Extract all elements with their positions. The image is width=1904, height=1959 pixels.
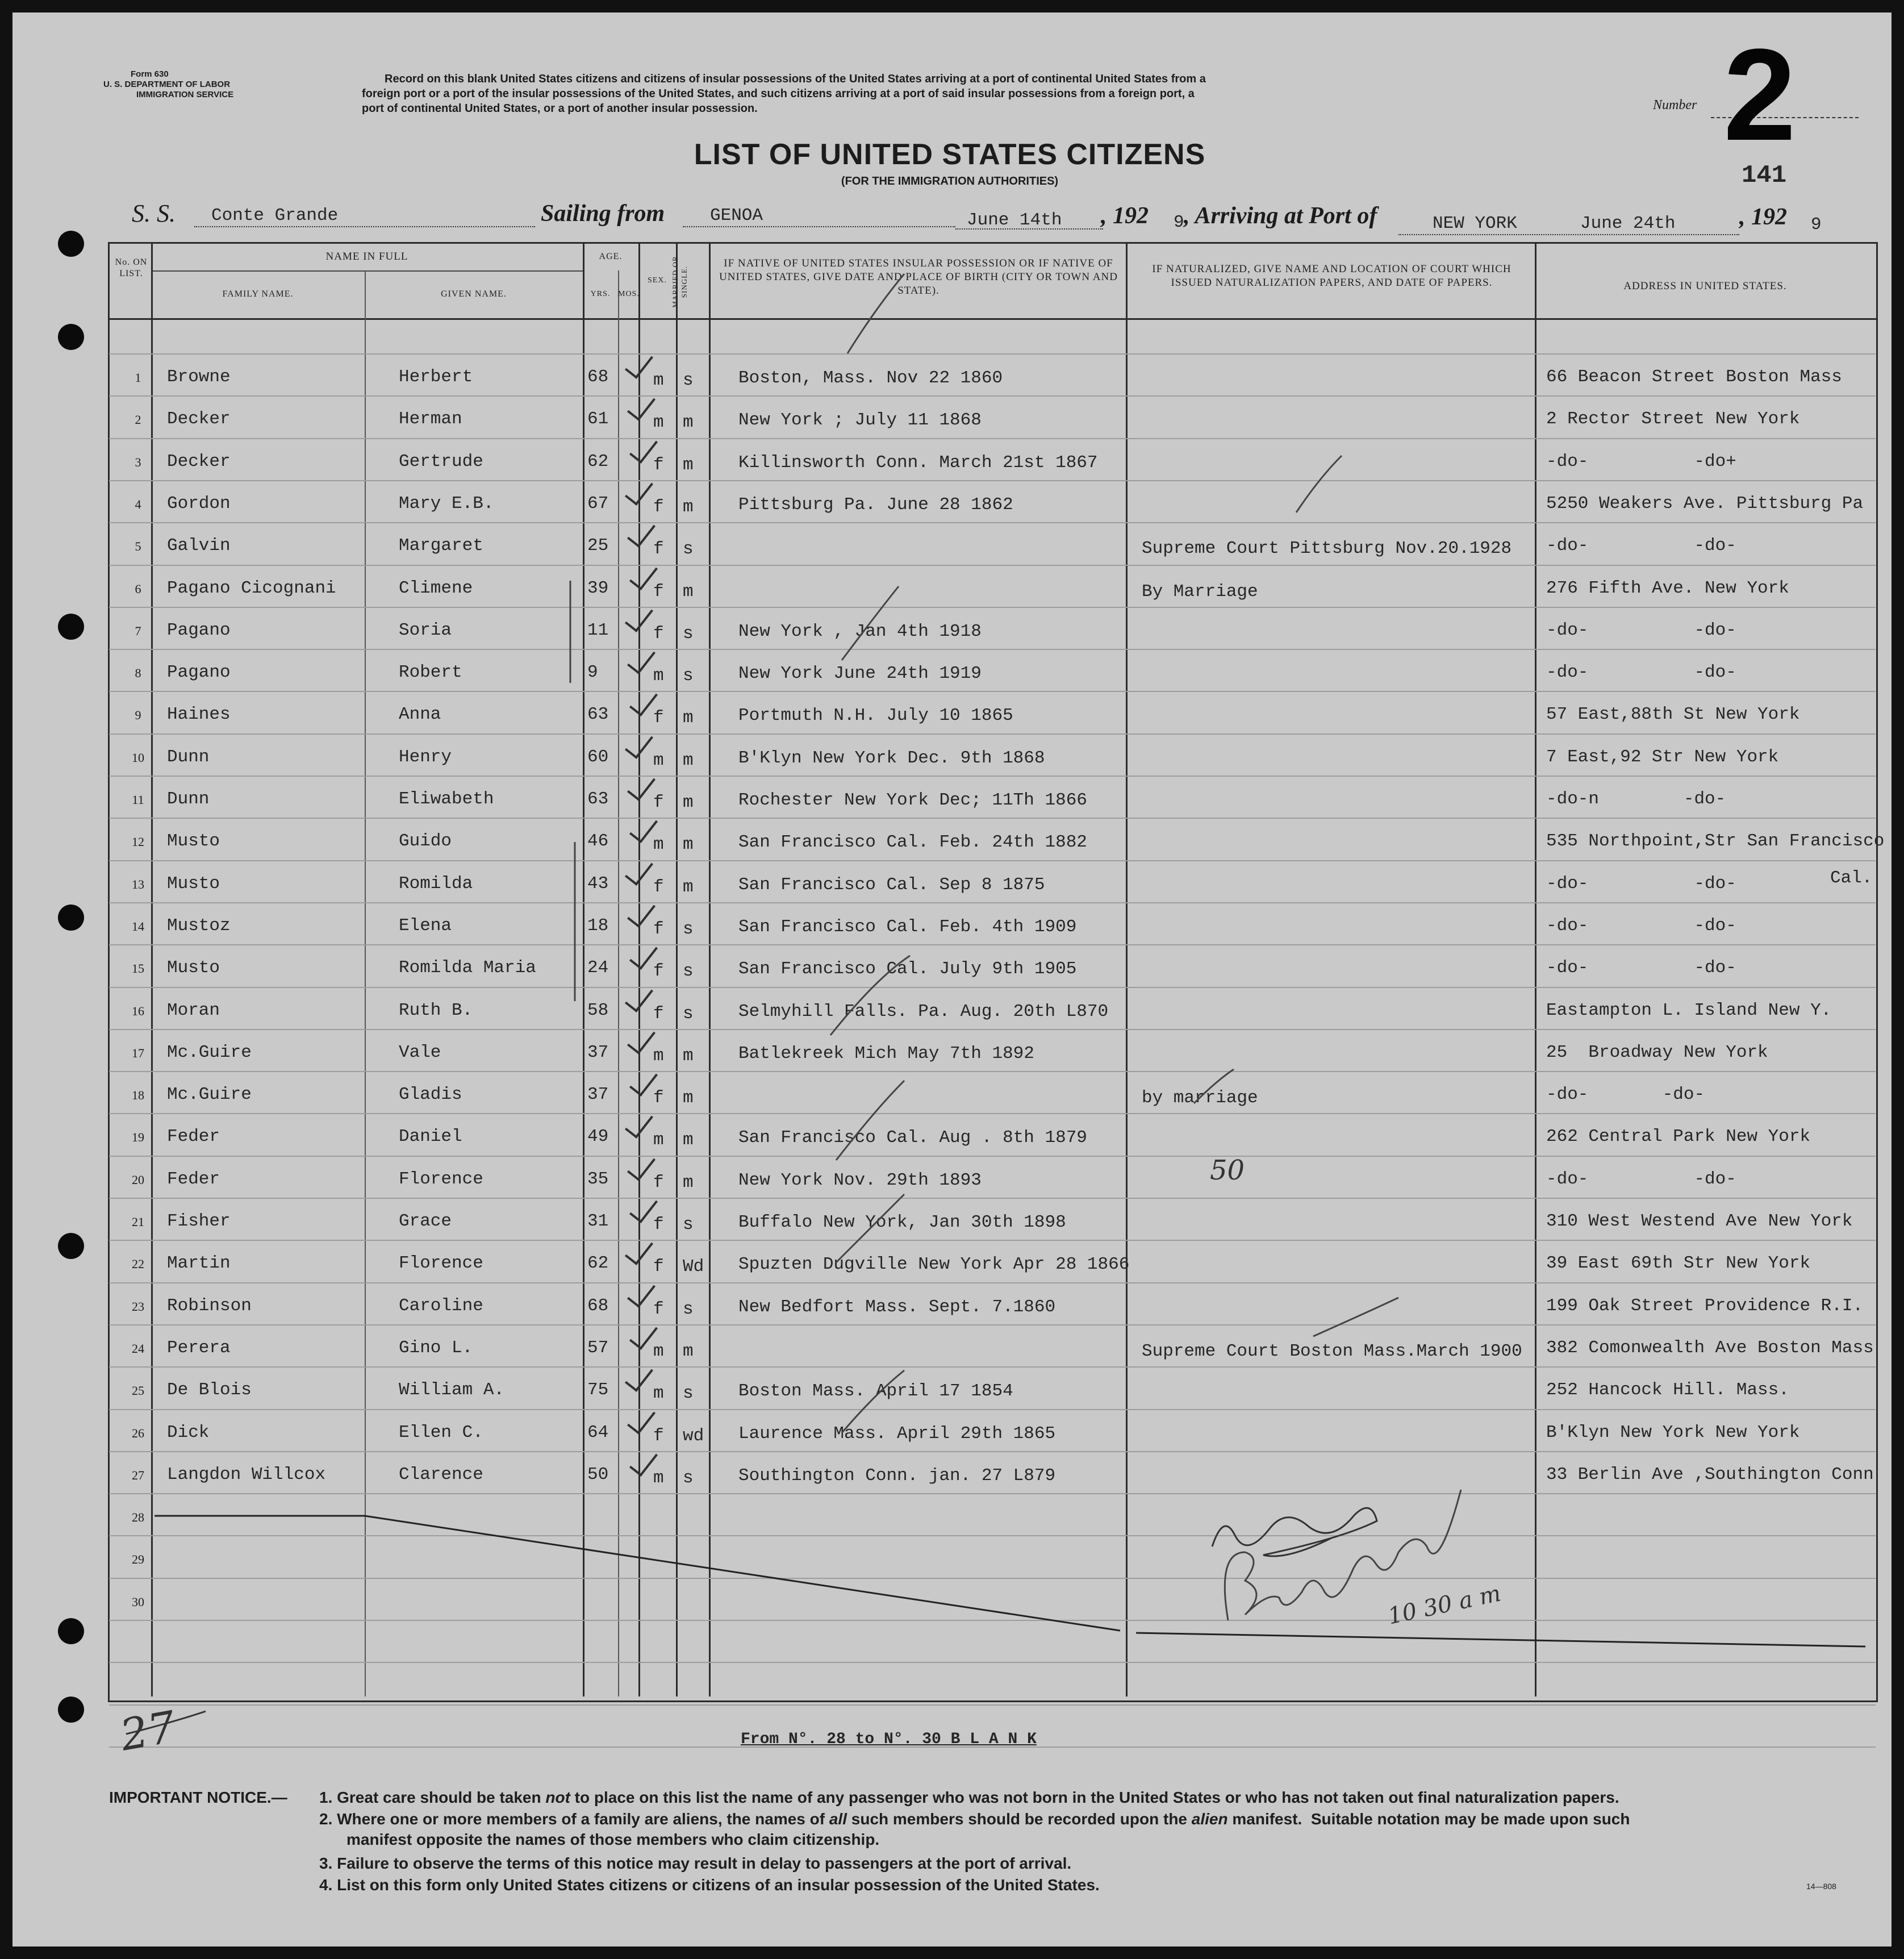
age-years: 61	[587, 409, 609, 430]
row-number: 14	[132, 919, 144, 933]
family-name: Robinson	[167, 1295, 252, 1316]
row-number: 30	[132, 1594, 144, 1609]
row-number: 7	[135, 623, 141, 638]
sex: m	[653, 835, 664, 855]
marital-status: s	[683, 961, 694, 982]
ship-name: Conte Grande	[211, 206, 339, 226]
family-name: Decker	[167, 409, 231, 430]
family-name: Pagano	[167, 662, 231, 683]
given-name: Daniel	[399, 1127, 462, 1147]
age-years: 57	[587, 1337, 609, 1358]
family-name: Browne	[167, 367, 231, 387]
sex: f	[653, 1215, 664, 1235]
birth-place-date: Boston, Mass. Nov 22 1860	[738, 368, 1003, 388]
header-age: AGE.	[599, 252, 623, 261]
age-years: 25	[587, 536, 609, 556]
notice-item-2-cont: manifest opposite the names of those members who claim citizenship.	[346, 1831, 880, 1848]
court-entry-row5: Supreme Court Pittsburg Nov.20.1928	[1142, 539, 1512, 558]
address: -do- -do-	[1546, 915, 1736, 936]
instruction-line: Record on this blank United States citizens and citizens of insular possessions of the United States arriving at a port of continental United States from a	[385, 73, 1206, 85]
marital-status: s	[683, 666, 694, 686]
number-label: Number	[1653, 98, 1697, 112]
age-years: 11	[587, 620, 609, 640]
sex: f	[653, 1257, 664, 1277]
sex: m	[653, 370, 664, 390]
form-number: Form 630	[131, 69, 169, 79]
birth-place-date: Batlekreek Mich May 7th 1892	[738, 1043, 1034, 1064]
age-years: 39	[587, 578, 609, 598]
header-address: ADDRESS IN UNITED STATES.	[1623, 280, 1787, 292]
sex: f	[653, 1299, 664, 1319]
address: -do- -do-	[1546, 662, 1736, 683]
marital-status: Wd	[683, 1257, 704, 1277]
row-number: 17	[132, 1045, 144, 1060]
marital-status: m	[683, 1341, 694, 1361]
notice-item-3: 3. Failure to observe the terms of this notice may result in delay to passengers at the port of arrival.	[319, 1854, 1072, 1872]
row-number: 23	[132, 1299, 144, 1314]
birth-place-date: Pittsburg Pa. June 28 1862	[738, 494, 1013, 515]
address: Eastampton L. Island New Y.	[1546, 1000, 1832, 1020]
sex: f	[653, 1003, 664, 1024]
row-number: 22	[132, 1257, 144, 1272]
arriving-label: , Arriving at Port of	[1184, 203, 1377, 229]
marital-status: s	[683, 1383, 694, 1404]
age-years: 60	[587, 747, 609, 767]
birth-place-date: San Francisco Cal. Feb. 24th 1882	[738, 832, 1087, 853]
address: -do- -do-	[1546, 536, 1736, 556]
age-years: 46	[587, 831, 609, 852]
pencil-tick	[1194, 1069, 1234, 1103]
given-name: Henry	[399, 747, 452, 767]
instruction-line: foreign port or a port of the insular possessions of the United States, and such citizens arriving at a port of said insular possessions from a foreign port, a	[362, 87, 1195, 100]
marital-status: m	[683, 1130, 694, 1151]
sex: f	[653, 919, 664, 939]
address: 5250 Weakers Ave. Pittsburg Pa	[1546, 493, 1864, 514]
sex: m	[653, 1045, 664, 1066]
birth-place-date: San Francisco Cal. July 9th 1905	[738, 959, 1077, 980]
age-years: 31	[587, 1211, 609, 1231]
family-name: De Blois	[167, 1380, 252, 1401]
birth-place-date: Southington Conn. jan. 27 L879	[738, 1465, 1056, 1486]
birth-place-date: New York ; July 11 1868	[738, 410, 982, 431]
marital-status: m	[683, 750, 694, 770]
address: -do-n -do-	[1546, 789, 1726, 809]
pencil-tick	[842, 1370, 904, 1433]
family-name: Haines	[167, 705, 231, 725]
header-mos: MOS.	[618, 290, 640, 298]
sex: m	[653, 412, 664, 433]
birth-place-date: New York , Jan 4th 1918	[738, 621, 982, 641]
marital-status: s	[683, 1468, 694, 1488]
family-name: Musto	[167, 873, 220, 894]
sex: f	[653, 623, 664, 644]
address: 262 Central Park New York	[1546, 1127, 1811, 1147]
family-name: Feder	[167, 1169, 220, 1189]
given-name: Caroline	[399, 1295, 483, 1316]
family-name: Pagano	[167, 620, 231, 640]
header-sex: SEX.	[648, 276, 667, 285]
given-name: Eliwabeth	[399, 789, 494, 809]
row-number: 28	[132, 1510, 144, 1525]
address-continuation: Cal.	[1830, 868, 1873, 888]
sex: m	[653, 1383, 664, 1404]
age-years: 67	[587, 493, 609, 514]
age-years: 37	[587, 1085, 609, 1105]
birth-place-date: San Francisco Cal. Feb. 4th 1909	[738, 916, 1077, 937]
row-number: 3	[135, 455, 141, 469]
age-years: 58	[587, 1000, 609, 1020]
header-birth: IF NATIVE OF UNITED STATES INSULAR POSSESSION OR IF NATIVE OF UNITED STATES, GIVE DATE AND PLACE OF BIRTH (CITY OR TOWN AND STATE).	[719, 257, 1118, 297]
marital-status: s	[683, 1003, 694, 1024]
birth-place-date: Portmuth N.H. July 10 1865	[738, 706, 1013, 726]
address: 7 East,92 Str New York	[1546, 747, 1779, 767]
manifest-sheet	[12, 12, 1892, 1947]
given-name: Florence	[399, 1169, 483, 1189]
handwritten-50: 50	[1210, 1154, 1245, 1186]
row-number: 11	[132, 793, 144, 807]
family-name: Perera	[167, 1337, 231, 1358]
year-prefix-1: , 192	[1101, 203, 1149, 229]
age-years: 18	[587, 915, 609, 936]
age-years: 68	[587, 1295, 609, 1316]
pencil-tick	[1296, 456, 1342, 512]
page-title: LIST OF UNITED STATES CITIZENS	[694, 138, 1206, 171]
marital-status: s	[683, 623, 694, 644]
pencil-tick	[836, 1194, 904, 1262]
birth-place-date: Laurence Mass. April 29th 1865	[738, 1423, 1056, 1444]
age-years: 37	[587, 1042, 609, 1062]
family-name: Gordon	[167, 493, 231, 514]
marital-status: s	[683, 539, 694, 560]
given-name: Margaret	[399, 536, 483, 556]
form-service: IMMIGRATION SERVICE	[136, 90, 234, 99]
given-name: Gino L.	[399, 1337, 473, 1358]
header-no: No. ON LIST.	[115, 257, 148, 278]
handwritten-signature	[1212, 1508, 1377, 1556]
age-years: 64	[587, 1422, 609, 1443]
row-number: 1	[135, 370, 141, 385]
row-number: 9	[135, 708, 141, 723]
row-number: 19	[132, 1130, 144, 1145]
family-name: Dunn	[167, 789, 210, 809]
given-name: William A.	[399, 1380, 505, 1401]
marital-status: m	[683, 455, 694, 475]
header-family-name: FAMILY NAME.	[222, 289, 294, 299]
marital-status: m	[683, 1045, 694, 1066]
sex: m	[653, 1341, 664, 1361]
year-digit-1: 9	[1174, 212, 1184, 232]
handwritten-total: 27	[116, 1701, 179, 1761]
sex: f	[653, 1172, 664, 1193]
row-number: 10	[132, 750, 144, 765]
given-name: Soria	[399, 620, 452, 640]
row-number: 21	[132, 1215, 144, 1229]
birth-place-date: Selmyhill Falls. Pa. Aug. 20th L870	[738, 1001, 1109, 1022]
birth-place-date: San Francisco Cal. Sep 8 1875	[738, 874, 1045, 895]
header-naturalized: IF NATURALIZED, GIVE NAME AND LOCATION OF COURT WHICH ISSUED NATURALIZATION PAPERS, AND DATE OF PAPERS.	[1152, 263, 1511, 289]
age-years: 9	[587, 662, 598, 683]
age-years: 62	[587, 451, 609, 472]
given-name: Anna	[399, 705, 441, 725]
sex: f	[653, 961, 664, 982]
birth-place-date: B'Klyn New York Dec. 9th 1868	[738, 748, 1045, 768]
marital-status: m	[683, 835, 694, 855]
marital-status: m	[683, 412, 694, 433]
given-name: Robert	[399, 662, 462, 683]
departure-date: June 14th	[967, 210, 1062, 230]
marital-status: m	[683, 1172, 694, 1193]
sex: f	[653, 1426, 664, 1446]
age-years: 63	[587, 705, 609, 725]
address: 39 East 69th Str New York	[1546, 1253, 1811, 1274]
age-years: 50	[587, 1464, 609, 1485]
sex: m	[653, 750, 664, 770]
marital-status: m	[683, 1088, 694, 1108]
page-stamp: 141	[1742, 161, 1787, 190]
pencil-tick	[830, 956, 910, 1035]
sex: f	[653, 708, 664, 728]
given-name: Climene	[399, 578, 473, 598]
address: -do- -do-	[1546, 620, 1736, 640]
family-name: Mc.Guire	[167, 1085, 252, 1105]
family-name: Feder	[167, 1127, 220, 1147]
page-subtitle: (FOR THE IMMIGRATION AUTHORITIES)	[841, 175, 1059, 187]
row-number: 13	[132, 877, 144, 891]
row-number: 5	[135, 539, 141, 554]
address: 25 Broadway New York	[1546, 1042, 1768, 1062]
given-name: Gladis	[399, 1085, 462, 1105]
to-port: NEW YORK	[1433, 214, 1517, 234]
address: 252 Hancock Hill. Mass.	[1546, 1380, 1789, 1401]
age-years: 35	[587, 1169, 609, 1189]
instruction-line: port of continental United States, or a port of another insular possession.	[362, 102, 758, 115]
marital-status: s	[683, 1299, 694, 1319]
naturalization-court: Supreme Court Boston Mass.March 1900	[1142, 1341, 1522, 1361]
given-name: Mary E.B.	[399, 493, 494, 514]
end-lines	[12, 12, 1892, 1947]
given-name: Florence	[399, 1253, 483, 1274]
family-name: Musto	[167, 958, 220, 978]
row-number: 24	[132, 1341, 144, 1356]
year-digit-2: 9	[1811, 215, 1822, 235]
family-name: Langdon Willcox	[167, 1464, 326, 1485]
row-number: 20	[132, 1172, 144, 1187]
number-value: 2	[1723, 22, 1796, 168]
end-strike-line	[155, 1516, 1120, 1631]
given-name: Herbert	[399, 367, 473, 387]
address: 199 Oak Street Providence R.I.	[1546, 1295, 1864, 1316]
birth-place-date: New York June 24th 1919	[738, 664, 982, 684]
address: -do- -do-	[1546, 1085, 1705, 1105]
birth-place-date: Buffalo New York, Jan 30th 1898	[738, 1212, 1066, 1232]
sex: f	[653, 539, 664, 560]
sex: f	[653, 455, 664, 475]
birth-place-date: New York Nov. 29th 1893	[738, 1170, 982, 1190]
row-number: 2	[135, 412, 141, 427]
address: 276 Fifth Ave. New York	[1546, 578, 1789, 598]
birth-place-date: Spuzten Dugville New York Apr 28 1866	[738, 1254, 1130, 1275]
row-number: 18	[132, 1088, 144, 1103]
family-name: Fisher	[167, 1211, 231, 1231]
age-years: 75	[587, 1380, 609, 1401]
from-port: GENOA	[710, 206, 763, 226]
family-name: Musto	[167, 831, 220, 852]
sex: f	[653, 497, 664, 517]
address: -do- -do-	[1546, 873, 1736, 894]
notice-item-4: 4. List on this form only United States citizens or citizens of an insular possession of the United States.	[319, 1876, 1100, 1894]
row-number: 15	[132, 961, 144, 976]
birth-place-date: San Francisco Cal. Aug . 8th 1879	[738, 1128, 1087, 1148]
age-years: 49	[587, 1127, 609, 1147]
birth-place-date: Boston Mass. April 17 1854	[738, 1381, 1013, 1402]
header-yrs: YRS.	[590, 290, 611, 298]
naturalization-court: by marriage	[1142, 1088, 1258, 1108]
family-name: Dunn	[167, 747, 210, 767]
notice-item-1: 1. Great care should be taken not to place on this list the name of any passenger who was not born in the United States or who has not taken out final naturalization papers.	[319, 1789, 1619, 1806]
header-name-in-full: NAME IN FULL	[325, 251, 408, 262]
given-name: Ellen C.	[399, 1422, 483, 1443]
row-number: 29	[132, 1552, 144, 1567]
marital-status: m	[683, 497, 694, 517]
marital-status: wd	[683, 1426, 704, 1446]
pencil-tick	[1313, 1298, 1398, 1336]
sex: f	[653, 793, 664, 812]
address: B'Klyn New York New York	[1546, 1422, 1800, 1443]
arrival-date: June 24th	[1580, 214, 1676, 234]
address: -do- -do+	[1546, 451, 1736, 472]
address: 382 Comonwealth Ave Boston Mass	[1546, 1337, 1874, 1358]
marital-status: s	[683, 919, 694, 939]
birth-place-date: Killinsworth Conn. March 21st 1867	[738, 452, 1098, 473]
age-years: 43	[587, 873, 609, 894]
sex: m	[653, 1468, 664, 1488]
sex: m	[653, 666, 664, 686]
address: 310 West Westend Ave New York	[1546, 1211, 1853, 1231]
age-years: 62	[587, 1253, 609, 1274]
given-name: Gertrude	[399, 451, 483, 472]
row-number: 16	[132, 1003, 144, 1018]
marital-status: s	[683, 370, 694, 390]
row-number: 25	[132, 1383, 144, 1398]
row-number: 8	[135, 666, 141, 681]
row-number: 26	[132, 1426, 144, 1440]
sex: f	[653, 581, 664, 602]
pencil-tick	[847, 274, 904, 353]
header-given-name: GIVEN NAME.	[441, 289, 507, 299]
end-strike-line	[1136, 1633, 1865, 1647]
given-name: Ruth B.	[399, 1000, 473, 1020]
marital-status: m	[683, 793, 694, 812]
family-name: Decker	[167, 451, 231, 472]
blank-rows-note: From N°. 28 to N°. 30 B L A N K	[741, 1731, 1037, 1748]
address: 535 Northpoint,Str San Francisco	[1546, 831, 1885, 852]
marital-status: s	[683, 1215, 694, 1235]
given-name: Vale	[399, 1042, 441, 1062]
family-name: Moran	[167, 1000, 220, 1020]
birth-place-date: New Bedfort Mass. Sept. 7.1860	[738, 1297, 1056, 1317]
family-name: Pagano Cicognani	[167, 578, 336, 598]
sex: f	[653, 1088, 664, 1108]
given-name: Elena	[399, 915, 452, 936]
notice-heading: IMPORTANT NOTICE.—	[109, 1789, 287, 1806]
sex: m	[653, 1130, 664, 1151]
ss-label: S. S.	[132, 199, 176, 227]
notice-form-code: 14—808	[1806, 1882, 1836, 1891]
family-name: Martin	[167, 1253, 231, 1274]
given-name: Grace	[399, 1211, 452, 1231]
address: -do- -do-	[1546, 1169, 1736, 1189]
row-number: 12	[132, 835, 144, 849]
header-married: MARRIED OR SINGLE.	[671, 256, 688, 308]
naturalization-court: By Marriage	[1142, 581, 1258, 602]
family-name: Mc.Guire	[167, 1042, 252, 1062]
age-years: 24	[587, 958, 609, 978]
form-department: U. S. DEPARTMENT OF LABOR	[103, 80, 231, 89]
age-years: 63	[587, 789, 609, 809]
handwritten-time: 10 30 a m	[1385, 1580, 1504, 1630]
row-number: 6	[135, 581, 141, 596]
address: 66 Beacon Street Boston Mass	[1546, 367, 1842, 387]
address: 33 Berlin Ave ,Southington Conn	[1546, 1464, 1874, 1485]
given-name: Clarence	[399, 1464, 483, 1485]
family-name: Mustoz	[167, 915, 231, 936]
sailing-label: Sailing from	[541, 201, 665, 227]
birth-place-date: Rochester New York Dec; 11Th 1866	[738, 790, 1087, 810]
given-name: Romilda Maria	[399, 958, 536, 978]
pencil-tick	[836, 1081, 904, 1160]
given-name: Romilda	[399, 873, 473, 894]
notice-item-2: 2. Where one or more members of a family are aliens, the names of all such members should be recorded upon the alien manifest. Suitable notation may be made upon such	[319, 1810, 1630, 1828]
row-number: 4	[135, 497, 141, 511]
given-name: Guido	[399, 831, 452, 852]
address: 57 East,88th St New York	[1546, 705, 1800, 725]
age-years: 68	[587, 367, 609, 387]
address: 2 Rector Street New York	[1546, 409, 1800, 430]
family-name: Galvin	[167, 536, 231, 556]
given-name: Herman	[399, 409, 462, 430]
marital-status: m	[683, 877, 694, 897]
address: -do- -do-	[1546, 958, 1736, 978]
marital-status: m	[683, 708, 694, 728]
sex: f	[653, 877, 664, 897]
family-name: Dick	[167, 1422, 210, 1443]
pencil-tick	[842, 586, 899, 660]
year-prefix-2: , 192	[1739, 204, 1787, 230]
row-number: 27	[132, 1468, 144, 1482]
marital-status: m	[683, 581, 694, 602]
